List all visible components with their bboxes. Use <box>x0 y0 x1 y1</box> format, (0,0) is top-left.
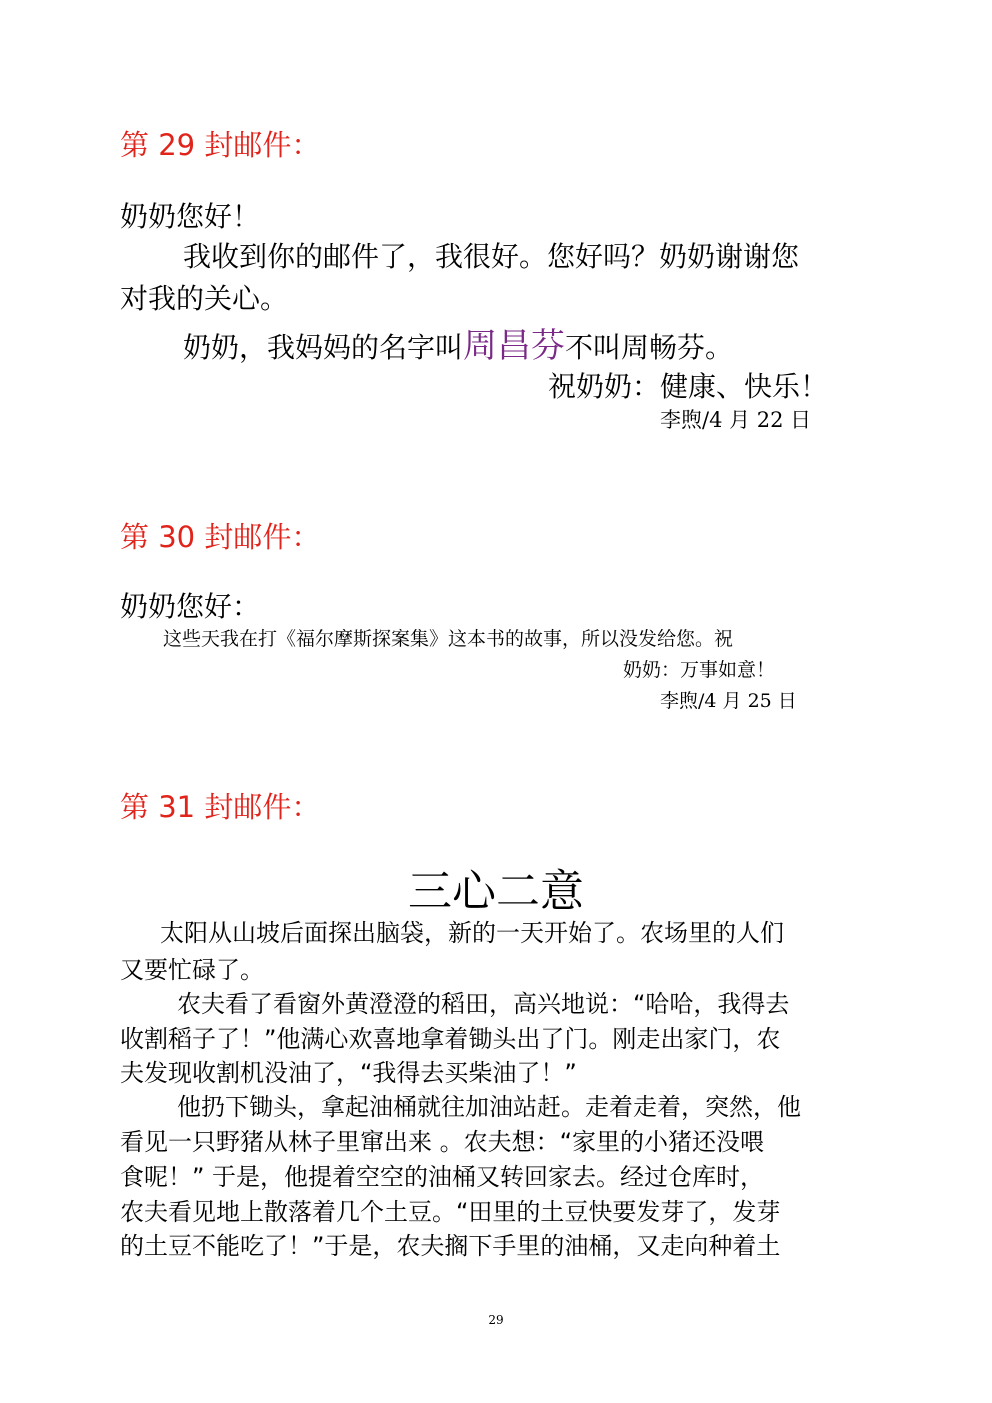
mail-29-line-1: 我收到你的邮件了，我很好。您好吗？奶奶谢谢您 <box>183 240 800 273</box>
mail-30-wish: 奶奶：万事如意！ <box>623 659 776 681</box>
mail-30-line-1: 这些天我在打《福尔摩斯探案集》这本书的故事，所以没发给您。祝 <box>163 628 734 650</box>
story-line-3: 农夫看了看窗外黄澄澄的稻田，高兴地说：“哈哈，我得去 <box>177 990 790 1018</box>
mail-29-line-3-post: 不叫周畅芬。 <box>565 331 734 364</box>
story-line-2: 又要忙碌了。 <box>120 956 264 984</box>
story-line-6: 他扔下锄头，拿起油桶就往加油站赶。走着走着，突然，他 <box>177 1093 801 1121</box>
story-line-4: 收割稻子了！”他满心欢喜地拿着锄头出了门。刚走出家门，农 <box>120 1025 781 1053</box>
mail-29-heading: 第 29 封邮件： <box>120 128 321 162</box>
story-line-1: 太阳从山坡后面探出脑袋，新的一天开始了。农场里的人们 <box>160 919 784 947</box>
mother-name-highlight: 周昌芬 <box>463 326 566 366</box>
mail-31-heading: 第 31 封邮件： <box>120 790 321 824</box>
story-line-7: 看见一只野猪从林子里窜出来 。农夫想：“家里的小猪还没喂 <box>120 1128 765 1156</box>
page-number: 29 <box>488 1313 504 1327</box>
story-title: 三心二意 <box>408 866 584 917</box>
story-line-8: 食呢！” 于是，他提着空空的油桶又转回家去。经过仓库时， <box>120 1163 765 1191</box>
mail-29-greeting: 奶奶您好！ <box>120 200 261 233</box>
mail-29-wish: 祝奶奶：健康、快乐！ <box>548 370 829 403</box>
mail-29-line-2: 对我的关心。 <box>120 282 289 315</box>
story-line-9: 农夫看见地上散落着几个土豆。“田里的土豆快要发芽了，发芽 <box>120 1198 781 1226</box>
mail-30-signature: 李煦/4 月 25 日 <box>660 690 797 712</box>
mail-30-heading: 第 30 封邮件： <box>120 520 321 554</box>
mail-29-line-3 <box>183 318 733 367</box>
story-line-10: 的土豆不能吃了！”于是，农夫搁下手里的油桶，又走向种着土 <box>120 1232 781 1260</box>
mail-29-signature: 李煦/4 月 22 日 <box>660 408 812 432</box>
mail-30-greeting: 奶奶您好： <box>120 590 261 623</box>
story-line-5: 夫发现收割机没油了，“我得去买柴油了！” <box>120 1059 577 1087</box>
mail-29-line-3-pre: 奶奶，我妈妈的名字叫 <box>183 331 464 364</box>
